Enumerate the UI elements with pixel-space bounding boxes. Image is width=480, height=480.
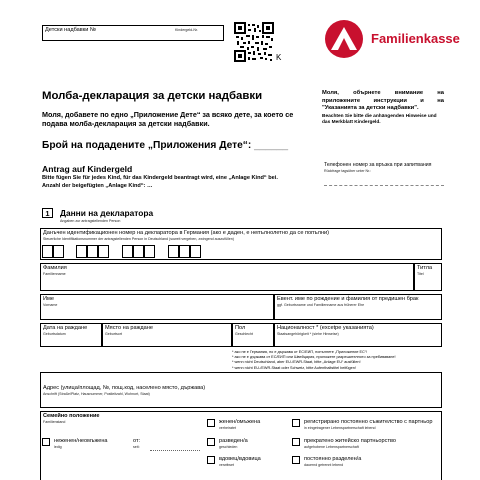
marital-option-widowed-checkbox[interactable] <box>207 456 215 464</box>
tax-id-label: Данъчен идентификационен номер на декларатора в Германия (ако е даден, е непълнолетно да се попълни) <box>43 230 329 236</box>
marital-status-label-de: Familienstand <box>43 419 66 424</box>
family-name-field[interactable] <box>40 263 414 291</box>
birth-date-field[interactable] <box>40 323 102 347</box>
birth-place-label: Място на раждане <box>105 325 153 331</box>
qr-suffix: K <box>276 53 282 62</box>
gender-field[interactable] <box>232 323 274 347</box>
footnote: * ако не е държава от ЕС/ЕИП или Швейцария, приложете разрешителното за пребиваване! <box>232 355 396 360</box>
marital-option-label-de: aufgehobene Lebenspartnerschaft <box>304 445 359 449</box>
child-benefit-number-box[interactable] <box>42 25 224 41</box>
agency-name: Familienkasse <box>371 31 460 46</box>
birth-name-label: Евент. име по рождение и фамилия от предишен брак <box>277 296 419 302</box>
marital-since-label: от: <box>133 438 141 444</box>
de-subtitle: Bitte fügen Sie für jedes Kind, für das Kindergeld beantragt wird, eine „Anlage Kind“ bei. <box>42 175 278 181</box>
first-name-label: Име <box>43 296 54 302</box>
marital-option-label: прекратено житейско партньорство <box>304 438 397 444</box>
title-field[interactable] <box>414 263 442 291</box>
family-name-label: Фамилия <box>43 265 67 271</box>
child-benefit-number-label: Детски надбавки № <box>45 27 96 33</box>
tax-id-label-de: Steuerliche Identifikationsnummer der antragstellenden Person in Deutschland (soweit vergeben, zwingend auszufüllen) <box>43 236 234 241</box>
qr-code-icon <box>234 22 274 62</box>
birth-name-field[interactable] <box>274 294 442 320</box>
title-label: Титла <box>417 265 433 271</box>
first-name-label-de: Vorname <box>43 302 58 307</box>
phone-input[interactable] <box>324 185 444 186</box>
birth-name-label-de: ggf. Geburtsname und Familienname aus früherer Ehe <box>277 302 365 307</box>
footnote: * ако не е Германия, но е държава от ЕС/ЕИП, попълнете „Приложение ЕС“! <box>232 350 368 354</box>
section-title-de: Angaben zur antragstellenden Person <box>60 219 121 223</box>
tax-id-digit[interactable] <box>133 245 144 258</box>
marital-option-married-checkbox[interactable] <box>207 419 215 427</box>
marital-option-single-checkbox[interactable] <box>42 438 50 446</box>
address-field[interactable] <box>40 372 442 408</box>
family-name-label-de: Familienname <box>43 271 66 276</box>
attachments-count-label <box>42 140 288 151</box>
address-label-de: Anschrift (Straße/Platz, Hausnummer, Postleitzahl, Wohnort, Staat) <box>43 392 150 396</box>
page-title: Молба-декларация за детски надбавки <box>42 90 263 102</box>
birth-date-label: Дата на раждане <box>43 325 88 331</box>
marital-status-label: Семейно положение <box>43 413 100 419</box>
footnote: * wenn nicht EU-/EWR-Staat oder Schweiz, bitte Aufenthaltstitel beifügen! <box>232 365 356 370</box>
first-name-field[interactable] <box>40 294 274 320</box>
title-label-de: Titel <box>417 271 424 276</box>
marital-since-label-de: seit: <box>133 445 140 449</box>
section-number: 1 <box>45 209 50 218</box>
tax-id-digit[interactable] <box>144 245 155 258</box>
title-subtitle: Моля, добавете по едно „Приложение Дете“ за всяко дете, за което се подава молба-декларация за детски надбавки. <box>42 110 294 128</box>
de-count: Anzahl der beigefügten „Anlage Kind“: … <box>42 183 153 189</box>
marital-option-label: регистрирано постоянно съжителство с партньор <box>304 419 433 425</box>
child-benefit-number-label-de: Kindergeld-Nr. <box>175 28 198 32</box>
marital-option-divorced-checkbox[interactable] <box>207 438 215 446</box>
marital-option-label: вдовец/вдовица <box>219 456 261 462</box>
marital-option-label: женен/омъжена <box>219 419 261 425</box>
de-title: Antrag auf Kindergeld <box>42 164 133 174</box>
marital-option-label-de: ledig <box>54 445 62 449</box>
marital-option-label: постоянно разделен/а <box>304 456 362 462</box>
marital-since-input[interactable] <box>150 450 200 451</box>
tax-id-digit[interactable] <box>76 245 87 258</box>
marital-option-separated-checkbox[interactable] <box>292 456 300 464</box>
marital-option-label-de: geschieden <box>219 445 238 449</box>
nationality-label: Националност * (еxcetре указанията) <box>277 325 374 331</box>
footnote: * wenn nicht Deutschland, aber EU-/EWR-Staat, bitte „Anlage EU“ ausfüllen! <box>232 360 361 365</box>
tax-id-digit[interactable] <box>190 245 201 258</box>
gender-label: Пол <box>235 325 246 331</box>
marital-option-label-de: in eingetragener Lebenspartnerschaft lebend <box>304 426 376 430</box>
marital-option-label-de: verwitwet <box>219 463 234 467</box>
tax-id-digit[interactable] <box>42 245 53 258</box>
nationality-label-de: Staatsangehörigkeit * (siehe Hinweise) <box>277 331 339 336</box>
birth-place-label-de: Geburtsort <box>105 331 122 336</box>
nationality-field[interactable] <box>274 323 442 347</box>
familienkasse-logo-icon <box>324 19 364 59</box>
tax-id-digit[interactable] <box>122 245 133 258</box>
marital-option-label-de: verheiratet <box>219 426 236 430</box>
tax-id-digit[interactable] <box>168 245 179 258</box>
marital-option-partnership-checkbox[interactable] <box>292 419 300 427</box>
gender-label-de: Geschlecht <box>235 331 253 336</box>
address-label: Адрес (улица/площад, №, пощ.код, населено място, държава) <box>43 385 206 391</box>
section-title: Данни на декларатора <box>60 208 154 218</box>
marital-option-dissolved-partnership-checkbox[interactable] <box>292 438 300 446</box>
birth-date-label-de: Geburtsdatum <box>43 331 66 336</box>
marital-option-label-de: dauernd getrennt lebend <box>304 463 344 467</box>
tax-id-digit[interactable] <box>53 245 64 258</box>
phone-label-de: Rückfrage tagsüber unter Nr.: <box>324 169 372 173</box>
notice-bg: Моля, обърнете внимание на приложените инструкции и на "Указанията за детски надбавки". <box>322 90 444 112</box>
tax-id-digit[interactable] <box>87 245 98 258</box>
marital-option-label: разведен/а <box>219 438 248 444</box>
tax-id-digit[interactable] <box>179 245 190 258</box>
attachments-count-value[interactable]: ______ <box>254 140 289 151</box>
nationality-footnotes <box>232 350 446 371</box>
phone-label: Телефонен номер за връзка при запитвания <box>324 162 432 168</box>
marital-option-label: неженен/неомъжена <box>54 438 108 444</box>
tax-id-digit[interactable] <box>98 245 109 258</box>
birth-place-field[interactable] <box>102 323 232 347</box>
attachments-count-text: Брой на подадените „Приложения Дете“: <box>42 140 252 151</box>
notice-de: Beachten Sie bitte die anhängenden Hinweise und das Merkblatt Kindergeld. <box>322 114 437 126</box>
section-number-badge <box>42 208 53 218</box>
